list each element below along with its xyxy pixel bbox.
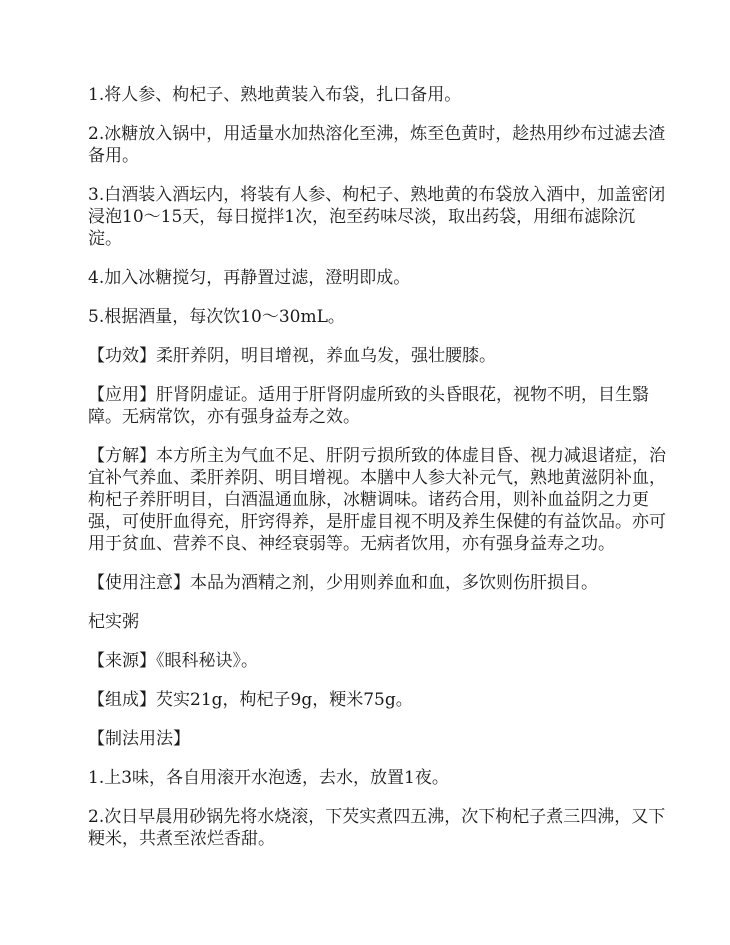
source-paragraph: 【来源】《眼科秘诀》。 [88, 651, 258, 671]
step-4-paragraph: 4.加入冰糖搅匀，再静置过滤，澄明即成。 [88, 268, 411, 288]
formula-explanation-paragraph: 【方解】本方所主为气血不足、肝阴亏损所致的体虚目昏、视力减退诸症，治宜补气养血、柔肝养阴、明目增视。本膳中人参大补元气，熟地黄滋阴补血，枸杞子养肝明目，白酒温通血脉，冰糖调味。诸药合用，则补血益阴之力更强，可使肝血得充，肝窍得养，是肝虚目视不明及养生保健的有益饮品。亦可用于贫血、营养不良、神经衰弱等。无病者饮用，亦有强身益寿之功。 [88, 446, 666, 554]
usage-caution-paragraph: 【使用注意】本品为酒精之剂，少用则养血和血，多饮则伤肝损目。 [88, 573, 598, 593]
efficacy-paragraph: 【功效】柔肝养阴，明目增视，养血乌发，强壮腰膝。 [88, 346, 496, 366]
preparation-step-1: 1.上3味，各自用滚开水泡透，去水，放置1夜。 [88, 768, 449, 788]
preparation-heading: 【制法用法】 [88, 729, 190, 749]
recipe-title: 杞实粥 [88, 612, 139, 632]
application-paragraph: 【应用】肝肾阴虚证。适用于肝肾阴虚所致的头昏眼花，视物不明，目生翳障。无病常饮，亦有强身益寿之效。 [88, 385, 649, 427]
step-3-paragraph: 3.白酒装入酒坛内，将装有人参、枸杞子、熟地黄的布袋放入酒中，加盖密闭浸泡10～15天，每日搅拌1次，泡至药味尽淡，取出药袋，用细布滤除沉淀。 [88, 185, 666, 249]
preparation-step-2: 2.次日早晨用砂锅先将水烧滚，下芡实煮四五沸，次下枸杞子煮三四沸，又下粳米，共煮至浓烂香甜。 [88, 807, 666, 849]
step-5-paragraph: 5.根据酒量，每次饮10～30mL。 [88, 307, 345, 327]
composition-paragraph: 【组成】芡实21g，枸杞子9g，粳米75g。 [88, 690, 413, 710]
step-2-paragraph: 2.冰糖放入锅中，用适量水加热溶化至沸，炼至色黄时，趁热用纱布过滤去渣备用。 [88, 124, 666, 166]
step-1-paragraph: 1.将人参、枸杞子、熟地黄装入布袋，扎口备用。 [88, 85, 462, 105]
